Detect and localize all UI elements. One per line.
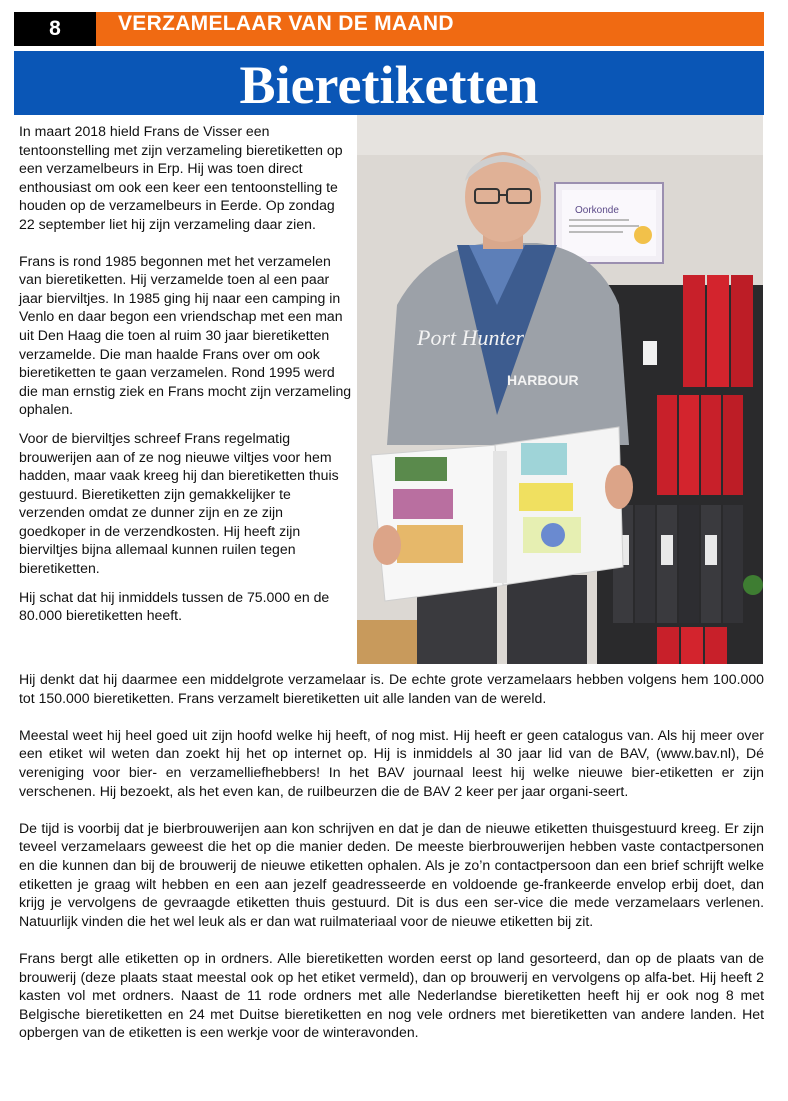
paragraph: In maart 2018 hield Frans de Visser een tentoonstelling met zijn verzameling bieretiketten op een verzamelbeurs in Erp. Hij was toen direct enthousiast om ook een keer een tentoonstelling te houden op de verzamelbeurs in Eerde. Op zondag 22 september liet hij zijn verzameling daar zien. (19, 123, 343, 232)
shirt-print: HARBOUR (507, 372, 579, 388)
paragraph: Hij denkt dat hij daarmee een middelgrote verzamelaar is. De echte grote verzamelaars hebben volgens hem 100.000 tot 150.000 bieretiketten. Frans verzamelt bieretiketten uit alle landen van de wereld. (19, 671, 764, 706)
paragraph: Voor de bierviltjes schreef Frans regelmatig brouwerijen aan of ze nog nieuwe viltjes voor hem hadden, maar vaak kreeg hij dan bieretiketten thuis gestuurd. Bieretiketten zijn gemakkelijker te verzenden omdat ze dunner zijn en ze zijn goedkoper in de verzendkosten. Hij heeft zijn bierviltjes bijna allemaal kunnen ruilen tegen bieretiketten. (19, 429, 339, 577)
paragraph: De tijd is voorbij dat je bierbrouwerijen aan kon schrijven en dat je dan de nieuwe etiketten thuisgestuurd kreeg. Er zijn teveel verzamelaars geweest die het op die manier deden. De meeste bierbrouwerijen hebben vaste contactpersonen en die kunnen dan bij de brouwerij de nieuwe etiketten ophalen. Als je zo’n contactpersoon dan een brief schrijft welke etiketten je graag wilt hebben en een aan jezelf geadresseerde en voldoende ge-frankeerde envelop erbij doet, dan krijg je vervolgens de gevraagde etiketten thuis gestuurd. Dit is dus een ser-vice die mede verzamelaars verlenen. Natuurlijk vinden die het wel leuk als er dan wat ruilmateriaal voor de nieuwe etiketten bij zit. (19, 819, 764, 929)
title-bar (14, 51, 764, 115)
paragraph: Hij schat dat hij inmiddels tussen de 75.000 en de 80.000 bieretiketten heeft. (19, 588, 330, 624)
certificate-title: Oorkonde (575, 205, 619, 216)
header-bar (14, 12, 764, 46)
article-title: Bieretiketten (239, 55, 539, 115)
page-number: 8 (14, 12, 96, 46)
text-column (19, 122, 353, 643)
shirt-print: Port Hunter (417, 325, 524, 350)
full-width-text (19, 670, 764, 1060)
certificate-frame (555, 183, 663, 263)
paragraph: Meestal weet hij heel goed uit zijn hoofd welke hij heeft, of nog mist. Hij heeft er geen catalogus van. Als hij meer over een etiket wil weten dan zoekt hij het op internet op. Hij is inmiddels al 30 jaar lid van de BAV, (www.bav.nl), Dé vereniging voor bier- en verzamelliefhebbers! In het BAV journaal leest hij welke nieuwe bier-etiketten er zijn verschenen. Hij bezoekt, als het even kan, de ruilbeurzen die de BAV 2 keer per jaar organi-seert. (19, 726, 764, 799)
paragraph: Frans is rond 1985 begonnen met het verzamelen van bieretiketten. Hij verzamelde toen al een paar jaar bierviltjes. In 1985 ging hij naar een camping in Venlo en daar begon een vriendschap met een man uit Den Haag die toen al ruim 30 jaar bieretiketten verzamelde. Die man haalde Frans over om ook bieretiketten te gaan verzamelen. Rond 1995 werd die man ernstig ziek en Frans mocht zijn verzameling ophalen. (19, 252, 352, 418)
collector-photo (357, 115, 763, 664)
paragraph: Frans bergt alle etiketten op in ordners. Alle bieretiketten worden eerst op land gesorteerd, dan op de plaats van de brouwerij (deze plaats staat meestal ook op het etiket vermeld), dan op brouwerij en vervolgens op alfa-bet. Hij heeft 2 kasten vol met ordners. Naast de 11 rode ordners met alle Nederlandse bieretiketten heeft hij er ook nog 8 met Belgische bieretiketten en 24 met Duitse bieretiketten en nog vele ordners met bieretiketten van andere landen. Het opbergen van de etiketten is een werkje voor de winteravonden. (19, 949, 764, 1041)
section-title: VERZAMELAAR VAN DE MAAND (118, 12, 454, 35)
